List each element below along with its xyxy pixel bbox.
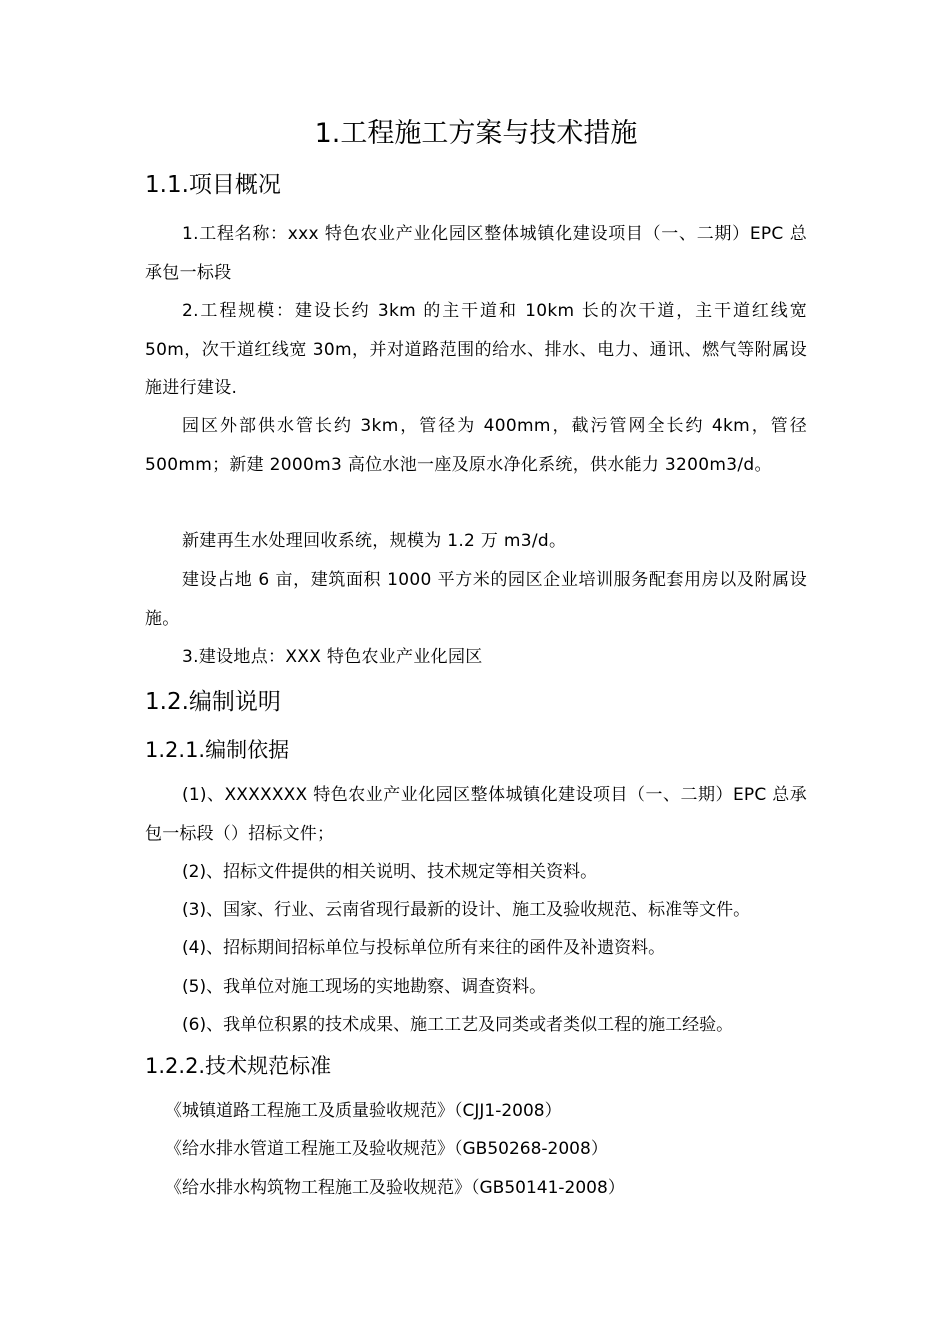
paragraph-reclaimed-water: 新建再生水处理回收系统，规模为 1.2 万 m3/d。 bbox=[182, 531, 567, 551]
paragraph-training-facility: 建设占地 6 亩，建筑面积 1000 平方米的园区企业培训服务配套用房以及附属设施。 bbox=[145, 570, 807, 629]
basis-item: (4)、招标期间招标单位与投标单位所有来往的函件及补遗资料。 bbox=[182, 938, 666, 958]
basis-item: (1)、XXXXXXX 特色农业产业化园区整体城镇化建设项目（一、二期）EPC 总承包一标段（）招标文件； bbox=[145, 785, 807, 844]
standard-item: 《给水排水管道工程施工及验收规范》（GB50268-2008） bbox=[165, 1139, 608, 1159]
paragraph-water-supply: 园区外部供水管长约 3km，管径为 400mm，截污管网全长约 4km，管径 500mm；新建 2000m3 高位水池一座及原水净化系统，供水能力 3200m3/d。 bbox=[145, 416, 807, 475]
basis-item: (6)、我单位积累的技术成果、施工工艺及同类或者类似工程的施工经验。 bbox=[182, 1015, 734, 1035]
standard-item: 《城镇道路工程施工及质量验收规范》（CJJ1-2008） bbox=[165, 1101, 562, 1121]
standard-item: 《给水排水构筑物工程施工及验收规范》（GB50141-2008） bbox=[165, 1178, 625, 1198]
paragraph-project-name: 1.工程名称：xxx 特色农业产业化园区整体城镇化建设项目（一、二期）EPC 总承包一标段 bbox=[145, 224, 807, 283]
paragraph-project-scale: 2.工程规模：建设长约 3km 的主干道和 10km 长的次干道，主干道红线宽 50m，次干道红线宽 30m，并对道路范围的给水、排水、电力、通讯、燃气等附属设施进行建设. bbox=[145, 301, 807, 398]
basis-item: (2)、招标文件提供的相关说明、技术规定等相关资料。 bbox=[182, 862, 598, 882]
heading-technical-standards: 1.2.2.技术规范标准 bbox=[145, 1054, 332, 1078]
heading-project-overview: 1.1.项目概况 bbox=[145, 172, 281, 198]
basis-item: (5)、我单位对施工现场的实地勘察、调查资料。 bbox=[182, 977, 547, 997]
heading-compilation-basis: 1.2.1.编制依据 bbox=[145, 738, 290, 762]
paragraph-project-location: 3.建设地点：XXX 特色农业产业化园区 bbox=[182, 647, 483, 667]
basis-item: (3)、国家、行业、云南省现行最新的设计、施工及验收规范、标准等文件。 bbox=[182, 900, 751, 920]
document-title: 1.工程施工方案与技术措施 bbox=[314, 118, 638, 149]
heading-compilation-notes: 1.2.编制说明 bbox=[145, 689, 281, 715]
